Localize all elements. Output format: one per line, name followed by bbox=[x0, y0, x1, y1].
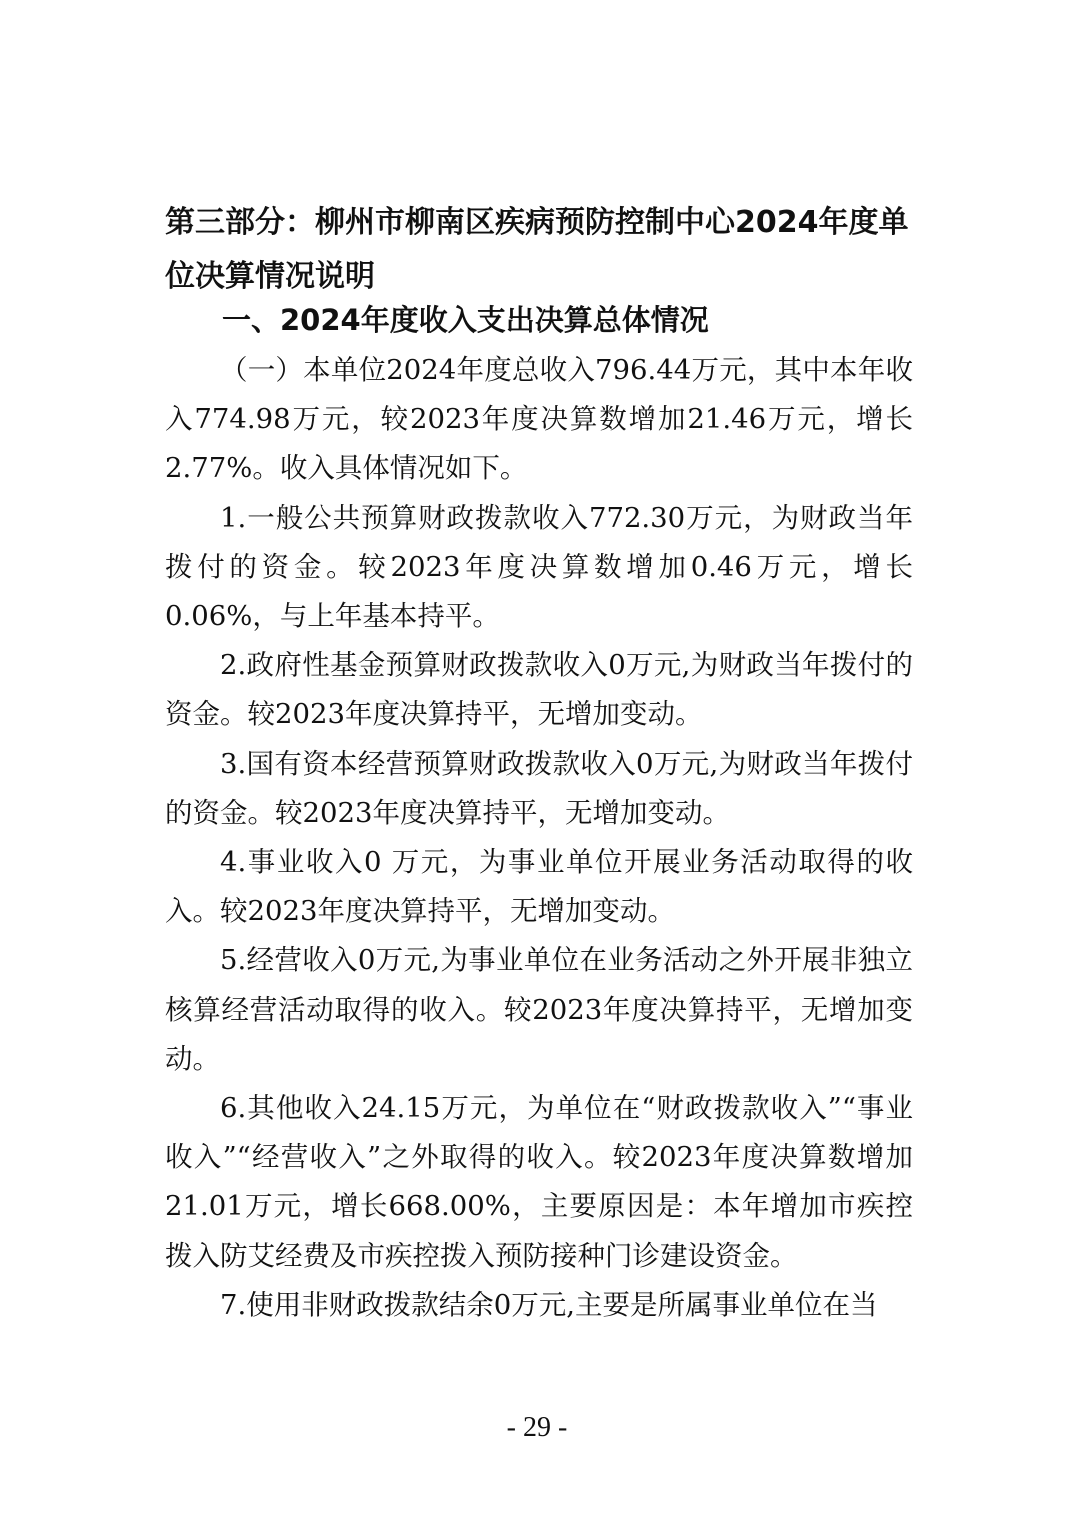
page-number: - 29 - bbox=[506, 1412, 568, 1443]
document-body bbox=[165, 346, 913, 1330]
paragraph-state-capital-income: 3.国有资本经营预算财政拨款收入0万元,为财政当年拨付的资金。较2023年度决算持平，无增加变动。 bbox=[165, 747, 913, 829]
paragraph-general-budget-income: 1.一般公共预算财政拨款收入772.30万元，为财政当年拨付的资金。较2023年度决算数增加0.46万元，增长0.06%，与上年基本持平。 bbox=[165, 501, 913, 633]
document-title: 第三部分：柳州市柳南区疾病预防控制中心2024年度单位决算情况说明 bbox=[165, 205, 909, 294]
paragraph-total-income: （一）本单位2024年度总收入796.44万元，其中本年收入774.98万元，较2023年度决算数增加21.46万元，增长2.77%。收入具体情况如下。 bbox=[165, 354, 913, 485]
paragraph-other-income: 6.其他收入24.15万元，为单位在“财政拨款收入”“事业收入”“经营收入”之外取得的收入。较2023年度决算数增加21.01万元，增长668.00%，主要原因是：本年增加市疾控拨入防艾经费及市疾控拨入预防接种门诊建设资金。 bbox=[165, 1092, 913, 1272]
paragraph-government-fund-income: 2.政府性基金预算财政拨款收入0万元,为财政当年拨付的资金。较2023年度决算持平，无增加变动。 bbox=[165, 649, 913, 731]
paragraph-operating-income: 5.经营收入0万元,为事业单位在业务活动之外开展非独立核算经营活动取得的收入。较2023年度决算持平，无增加变动。 bbox=[165, 944, 913, 1075]
paragraph-business-income: 4.事业收入0 万元，为事业单位开展业务活动取得的收入。较2023年度决算持平，无增加变动。 bbox=[165, 846, 913, 928]
paragraph-non-fiscal-surplus: 7.使用非财政拨款结余0万元,主要是所属事业单位在当 bbox=[220, 1288, 878, 1321]
section-heading: 一、2024年度收入支出决算总体情况 bbox=[222, 303, 709, 337]
